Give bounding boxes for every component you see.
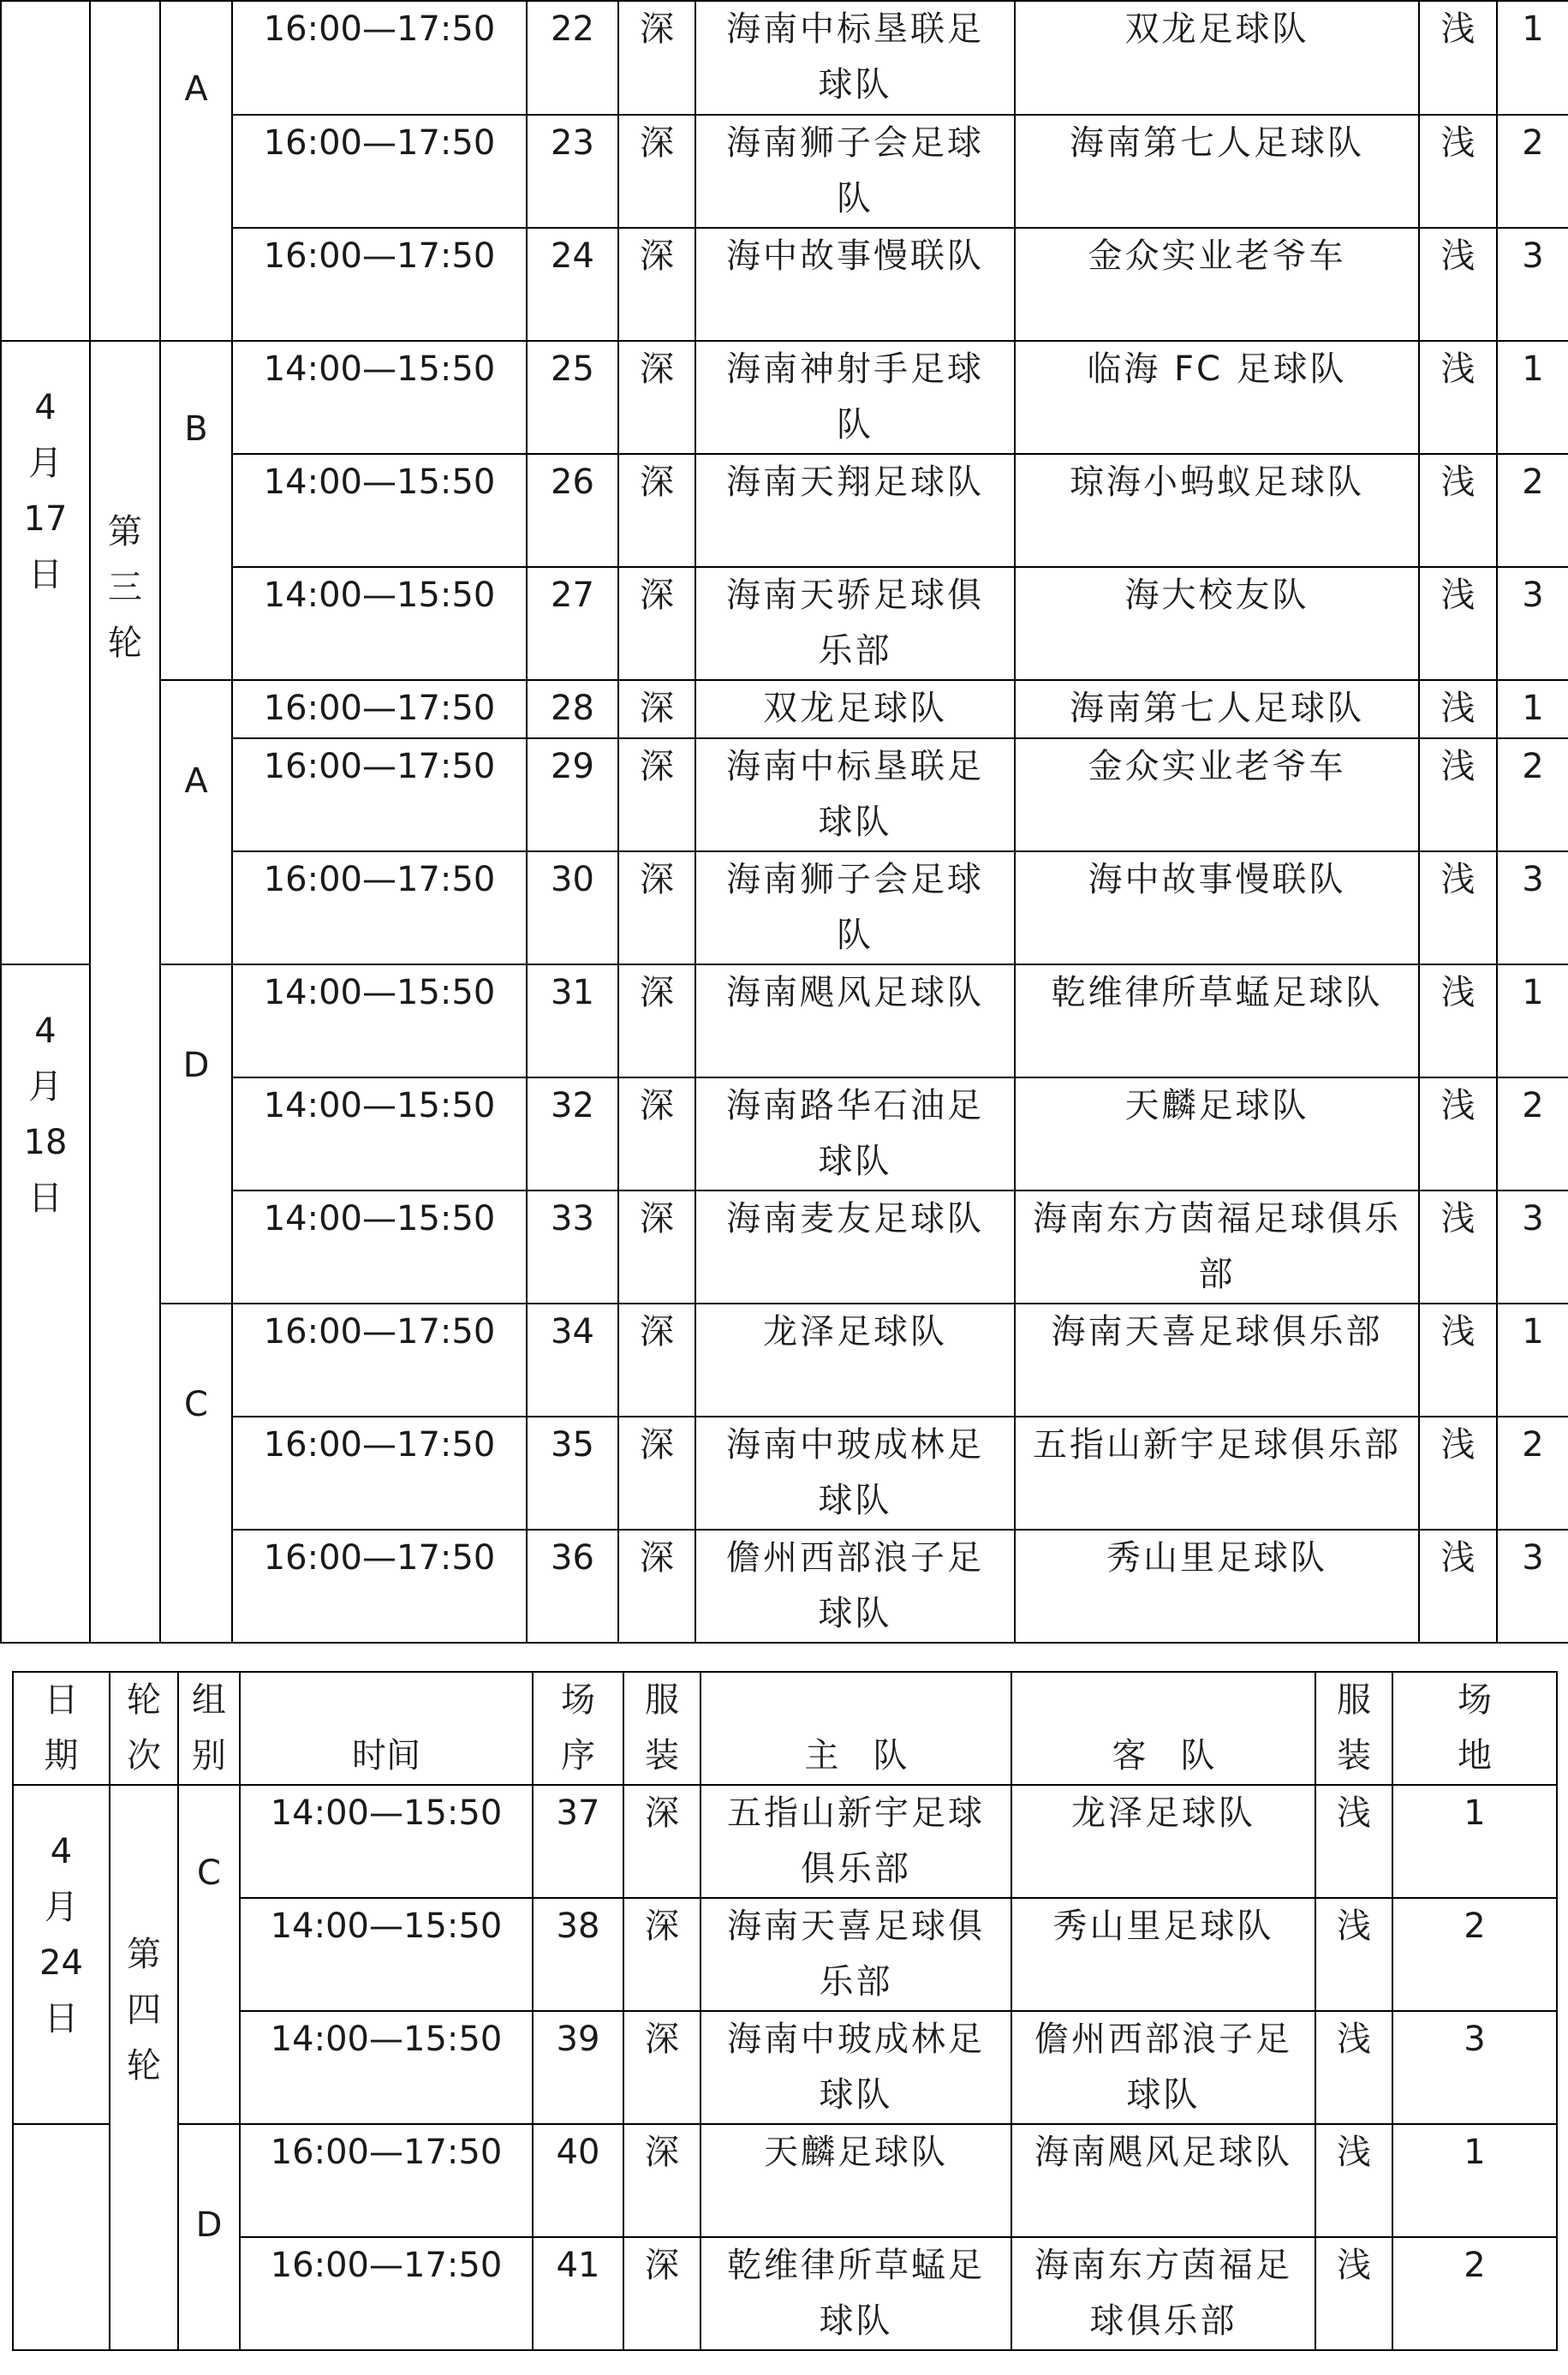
away-kit-color: 浅 xyxy=(1419,115,1497,228)
away-kit-color: 浅 xyxy=(1419,680,1497,738)
away-kit-color: 浅 xyxy=(1315,2011,1392,2124)
round-label-char: 第 xyxy=(127,1935,161,1974)
header-match-number xyxy=(533,1672,623,1785)
table-row xyxy=(13,2124,1557,2237)
home-team: 海南中玻成林足球队 xyxy=(695,1417,1015,1530)
match-time: 14:00—15:50 xyxy=(240,1785,533,1898)
header-field xyxy=(1392,1672,1557,1785)
table-row xyxy=(1,341,1568,454)
header-round-char: 轮 xyxy=(127,1680,161,1720)
home-kit-color: 深 xyxy=(618,738,695,851)
group-label: C xyxy=(178,1785,240,2124)
home-team: 乾维律所草蜢足球队 xyxy=(701,2237,1011,2350)
field-number: 2 xyxy=(1497,1417,1568,1530)
table-row xyxy=(1,567,1568,680)
field-number: 3 xyxy=(1497,228,1568,341)
home-team: 双龙足球队 xyxy=(695,680,1015,738)
home-kit-color: 深 xyxy=(623,1898,701,2011)
round-label-char: 轮 xyxy=(108,624,142,663)
group-label: D xyxy=(160,964,232,1304)
table-row xyxy=(1,1190,1568,1304)
away-team: 乾维律所草蜢足球队 xyxy=(1015,964,1419,1077)
away-team: 龙泽足球队 xyxy=(1011,1785,1315,1898)
match-time: 14:00—15:50 xyxy=(232,341,527,454)
home-kit-color: 深 xyxy=(618,1077,695,1190)
match-number: 40 xyxy=(533,2124,623,2237)
match-time: 16:00—17:50 xyxy=(232,1304,527,1417)
table-row xyxy=(1,1077,1568,1190)
home-kit-color: 深 xyxy=(618,1417,695,1530)
home-team: 海南天骄足球俱乐部 xyxy=(695,567,1015,680)
header-group-char: 组 xyxy=(192,1680,226,1720)
away-team: 海南东方茵福足球俱乐部 xyxy=(1011,2237,1315,2350)
date-apr17-char: 4 xyxy=(34,388,57,427)
date-apr17-char: 日 xyxy=(28,555,63,594)
away-team: 海南第七人足球队 xyxy=(1015,680,1419,738)
group-label: B xyxy=(160,341,232,680)
match-number: 22 xyxy=(527,1,618,115)
table-row xyxy=(13,2011,1557,2124)
header-group-char: 别 xyxy=(192,1736,226,1775)
home-kit-color: 深 xyxy=(618,567,695,680)
round-label-char: 四 xyxy=(127,1990,161,2030)
away-kit-color: 浅 xyxy=(1419,228,1497,341)
date-cell-previous xyxy=(1,1,90,341)
match-number: 24 xyxy=(527,228,618,341)
header-match-number-char: 序 xyxy=(561,1736,595,1775)
match-number: 23 xyxy=(527,115,618,228)
away-team: 海南飓风足球队 xyxy=(1011,2124,1315,2237)
table-row xyxy=(1,680,1568,738)
field-number: 1 xyxy=(1497,964,1568,1077)
away-kit-color: 浅 xyxy=(1419,1304,1497,1417)
header-round-char: 次 xyxy=(127,1736,161,1775)
home-team: 海南路华石油足球队 xyxy=(695,1077,1015,1190)
away-kit-color: 浅 xyxy=(1419,1417,1497,1530)
round-label-char: 三 xyxy=(108,568,142,607)
away-kit-color: 浅 xyxy=(1419,1190,1497,1304)
away-team: 海南天喜足球俱乐部 xyxy=(1015,1304,1419,1417)
table-row xyxy=(1,115,1568,228)
field-number: 1 xyxy=(1497,1,1568,115)
field-number: 3 xyxy=(1497,1530,1568,1643)
home-team: 海南中标垦联足球队 xyxy=(695,738,1015,851)
away-team: 金众实业老爷车 xyxy=(1015,738,1419,851)
away-kit-color: 浅 xyxy=(1419,1,1497,115)
field-number: 2 xyxy=(1392,1898,1557,2011)
header-home-kit xyxy=(623,1672,701,1785)
match-number: 32 xyxy=(527,1077,618,1190)
field-number: 1 xyxy=(1497,341,1568,454)
group-label: A xyxy=(160,680,232,964)
home-kit-color: 深 xyxy=(618,1,695,115)
away-team: 金众实业老爷车 xyxy=(1015,228,1419,341)
header-away-kit xyxy=(1315,1672,1392,1785)
home-team: 海南中标垦联足球队 xyxy=(695,1,1015,115)
home-kit-color: 深 xyxy=(623,2124,701,2237)
home-kit-color: 深 xyxy=(618,115,695,228)
table-row xyxy=(1,228,1568,341)
away-team: 天麟足球队 xyxy=(1015,1077,1419,1190)
match-time: 14:00—15:50 xyxy=(232,454,527,567)
header-away-kit-char: 装 xyxy=(1337,1736,1371,1775)
round-cell-previous xyxy=(90,1,160,341)
field-number: 3 xyxy=(1497,851,1568,964)
match-time: 14:00—15:50 xyxy=(232,1077,527,1190)
header-home-kit-char: 服 xyxy=(645,1680,679,1720)
away-team: 海大校友队 xyxy=(1015,567,1419,680)
field-number: 1 xyxy=(1497,1304,1568,1417)
match-time: 16:00—17:50 xyxy=(240,2237,533,2350)
away-team: 双龙足球队 xyxy=(1015,1,1419,115)
home-kit-color: 深 xyxy=(618,454,695,567)
date-apr17-char: 月 xyxy=(28,444,63,483)
round-label-char: 第 xyxy=(108,512,142,552)
table-row xyxy=(1,851,1568,964)
home-kit-color: 深 xyxy=(618,228,695,341)
home-kit-color: 深 xyxy=(618,680,695,738)
home-team: 天麟足球队 xyxy=(701,2124,1011,2237)
table-row xyxy=(1,1417,1568,1530)
away-team: 儋州西部浪子足球队 xyxy=(1011,2011,1315,2124)
header-away-team: 客 队 xyxy=(1011,1672,1315,1785)
away-kit-color: 浅 xyxy=(1315,2237,1392,2350)
home-team: 海南神射手足球队 xyxy=(695,341,1015,454)
away-kit-color: 浅 xyxy=(1419,851,1497,964)
field-number: 1 xyxy=(1392,2124,1557,2237)
group-label: D xyxy=(178,2124,240,2350)
group-label: A xyxy=(160,1,232,341)
home-team: 海南天翔足球队 xyxy=(695,454,1015,567)
home-kit-color: 深 xyxy=(623,1785,701,1898)
match-number: 34 xyxy=(527,1304,618,1417)
away-kit-color: 浅 xyxy=(1419,341,1497,454)
table-row xyxy=(1,738,1568,851)
match-number: 27 xyxy=(527,567,618,680)
header-field-char: 地 xyxy=(1458,1736,1492,1775)
schedule-table-round-4 xyxy=(12,1671,1558,2351)
round-label xyxy=(90,341,160,1643)
home-team: 儋州西部浪子足球队 xyxy=(695,1530,1015,1643)
home-kit-color: 深 xyxy=(618,1304,695,1417)
match-number: 37 xyxy=(533,1785,623,1898)
match-number: 38 xyxy=(533,1898,623,2011)
away-team: 五指山新宇足球俱乐部 xyxy=(1015,1417,1419,1530)
date-apr18 xyxy=(1,964,90,1643)
away-team: 海中故事慢联队 xyxy=(1015,851,1419,964)
away-team: 临海 FC 足球队 xyxy=(1015,341,1419,454)
date-apr18-char: 日 xyxy=(28,1179,63,1218)
home-team: 海南麦友足球队 xyxy=(695,1190,1015,1304)
home-kit-color: 深 xyxy=(618,1190,695,1304)
table-row xyxy=(1,964,1568,1077)
away-kit-color: 浅 xyxy=(1419,1077,1497,1190)
match-time: 16:00—17:50 xyxy=(232,1,527,115)
home-team: 海南飓风足球队 xyxy=(695,964,1015,1077)
header-date xyxy=(13,1672,110,1785)
home-team: 海中故事慢联队 xyxy=(695,228,1015,341)
away-kit-color: 浅 xyxy=(1419,964,1497,1077)
home-team: 海南天喜足球俱乐部 xyxy=(701,1898,1011,2011)
match-time: 16:00—17:50 xyxy=(232,738,527,851)
away-kit-color: 浅 xyxy=(1419,567,1497,680)
field-number: 2 xyxy=(1497,454,1568,567)
match-time: 16:00—17:50 xyxy=(232,1530,527,1643)
table-row xyxy=(1,1,1568,115)
match-number: 31 xyxy=(527,964,618,1077)
round-label-char: 轮 xyxy=(127,2046,161,2086)
header-date-char: 期 xyxy=(44,1736,79,1775)
away-team: 海南东方茵福足球俱乐部 xyxy=(1015,1190,1419,1304)
date-apr24-char: 4 xyxy=(50,1832,73,1871)
away-team: 海南第七人足球队 xyxy=(1015,115,1419,228)
away-kit-color: 浅 xyxy=(1315,2124,1392,2237)
match-time: 16:00—17:50 xyxy=(240,2124,533,2237)
home-kit-color: 深 xyxy=(618,851,695,964)
header-field-char: 场 xyxy=(1458,1680,1492,1720)
table-row xyxy=(1,454,1568,567)
match-time: 14:00—15:50 xyxy=(232,964,527,1077)
date-apr24-char: 24 xyxy=(39,1943,83,1983)
match-number: 30 xyxy=(527,851,618,964)
date-apr18-char: 月 xyxy=(28,1067,63,1107)
header-round xyxy=(110,1672,178,1785)
home-team: 海南狮子会足球队 xyxy=(695,851,1015,964)
match-number: 33 xyxy=(527,1190,618,1304)
match-number: 29 xyxy=(527,738,618,851)
match-time: 14:00—15:50 xyxy=(232,567,527,680)
header-home-team: 主 队 xyxy=(701,1672,1011,1785)
group-label: C xyxy=(160,1304,232,1643)
table-row xyxy=(1,1530,1568,1643)
field-number: 2 xyxy=(1497,115,1568,228)
away-kit-color: 浅 xyxy=(1419,738,1497,851)
header-home-kit-char: 装 xyxy=(645,1736,679,1775)
match-number: 35 xyxy=(527,1417,618,1530)
header-date-char: 日 xyxy=(44,1680,79,1720)
field-number: 3 xyxy=(1497,1190,1568,1304)
home-kit-color: 深 xyxy=(618,1530,695,1643)
date-apr24-char: 日 xyxy=(44,1999,79,2038)
match-number: 25 xyxy=(527,341,618,454)
header-group xyxy=(178,1672,240,1785)
home-team: 龙泽足球队 xyxy=(695,1304,1015,1417)
match-number: 41 xyxy=(533,2237,623,2350)
match-time: 14:00—15:50 xyxy=(240,2011,533,2124)
date-apr17 xyxy=(1,341,90,964)
date-apr18-char: 18 xyxy=(23,1123,68,1162)
field-number: 2 xyxy=(1497,738,1568,851)
home-kit-color: 深 xyxy=(623,2237,701,2350)
field-number: 1 xyxy=(1392,1785,1557,1898)
home-kit-color: 深 xyxy=(623,2011,701,2124)
field-number: 3 xyxy=(1497,567,1568,680)
match-time: 16:00—17:50 xyxy=(232,1417,527,1530)
table-row xyxy=(13,1898,1557,2011)
match-time: 16:00—17:50 xyxy=(232,228,527,341)
field-number: 3 xyxy=(1392,2011,1557,2124)
table-row xyxy=(13,1785,1557,1898)
match-time: 16:00—17:50 xyxy=(232,115,527,228)
header-time: 时间 xyxy=(240,1672,533,1785)
date-apr24-char: 月 xyxy=(44,1888,79,1927)
away-kit-color: 浅 xyxy=(1419,1530,1497,1643)
date-apr17-char: 17 xyxy=(23,499,68,539)
date-apr24 xyxy=(13,1785,110,2124)
table-header-row xyxy=(13,1672,1557,1785)
header-away-kit-char: 服 xyxy=(1337,1680,1371,1720)
match-number: 39 xyxy=(533,2011,623,2124)
match-time: 14:00—15:50 xyxy=(240,1898,533,2011)
field-number: 2 xyxy=(1392,2237,1557,2350)
match-time: 16:00—17:50 xyxy=(232,851,527,964)
away-kit-color: 浅 xyxy=(1419,454,1497,567)
date-cell-empty xyxy=(13,2124,110,2350)
header-match-number-char: 场 xyxy=(561,1680,595,1720)
away-team: 秀山里足球队 xyxy=(1011,1898,1315,2011)
match-time: 16:00—17:50 xyxy=(232,680,527,738)
table-row xyxy=(13,2237,1557,2350)
home-team: 海南狮子会足球队 xyxy=(695,115,1015,228)
match-number: 26 xyxy=(527,454,618,567)
home-kit-color: 深 xyxy=(618,341,695,454)
table-row xyxy=(1,1304,1568,1417)
away-kit-color: 浅 xyxy=(1315,1898,1392,2011)
field-number: 1 xyxy=(1497,680,1568,738)
home-kit-color: 深 xyxy=(618,964,695,1077)
away-team: 秀山里足球队 xyxy=(1015,1530,1419,1643)
match-time: 14:00—15:50 xyxy=(232,1190,527,1304)
match-number: 36 xyxy=(527,1530,618,1643)
round-label xyxy=(110,1785,178,2350)
match-number: 28 xyxy=(527,680,618,738)
date-apr18-char: 4 xyxy=(34,1011,57,1051)
away-team: 琼海小蚂蚁足球队 xyxy=(1015,454,1419,567)
home-team: 五指山新宇足球俱乐部 xyxy=(701,1785,1011,1898)
field-number: 2 xyxy=(1497,1077,1568,1190)
home-team: 海南中玻成林足球队 xyxy=(701,2011,1011,2124)
away-kit-color: 浅 xyxy=(1315,1785,1392,1898)
